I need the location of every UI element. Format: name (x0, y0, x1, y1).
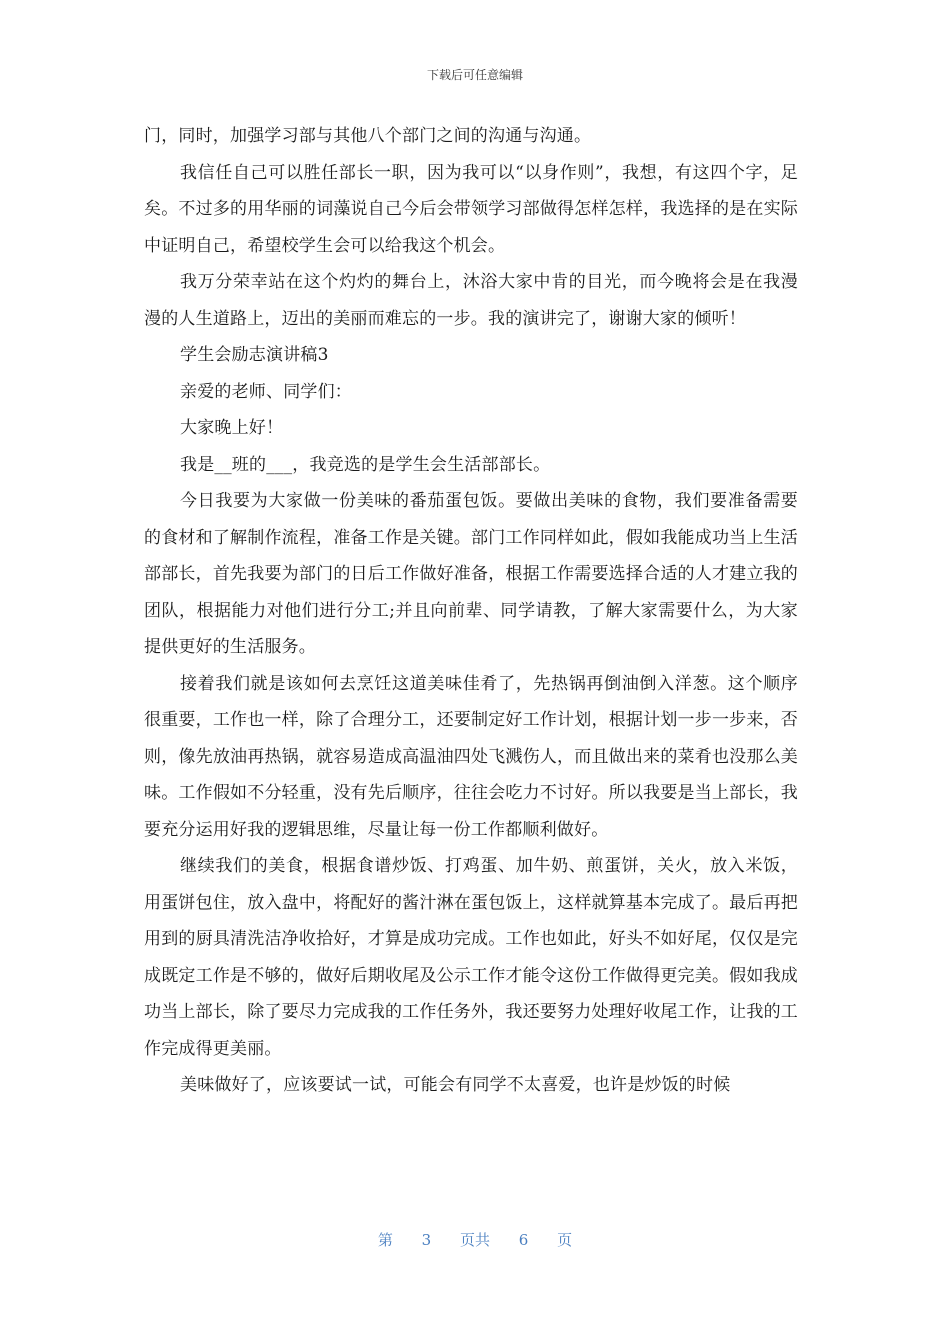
paragraph: 门，同时，加强学习部与其他八个部门之间的沟通与沟通。 (144, 126, 592, 146)
footer-label-end: 页 (557, 1231, 573, 1249)
paragraph: 接着我们就是该如何去烹饪这道美味佳肴了，先热锅再倒油倒入洋葱。这个顺序很重要，工作也一样，除了合理分工，还要制定好工作计划，根据计划一步一步来，否则，像先放油再热锅，就容易造成高温油四处飞溅伤人，而且做出来的菜肴也没那么美味。工作假如不分轻重，没有先后顺序，往往会吃力不讨好。所以我要是当上部长，我要充分运用好我的逻辑思维，尽量让每一份工作都顺利做好。 (144, 673, 798, 840)
page-header: 下载后可任意编辑 (426, 68, 523, 82)
greeting: 大家晚上好！ (180, 418, 284, 438)
footer-label-of: 页共 (459, 1231, 490, 1249)
footer-current-page: 3 (421, 1231, 432, 1249)
paragraph: 我万分荣幸站在这个灼灼的舞台上，沐浴大家中肯的目光，而今晚将会是在我漫漫的人生道路上，迈出的美丽而难忘的一步。我的演讲完了，谢谢大家的倾听！ (144, 272, 798, 329)
paragraph: 继续我们的美食，根据食谱炒饭、打鸡蛋、加牛奶、煎蛋饼，关火，放入米饭，用蛋饼包住，放入盘中，将配好的酱汁淋在蛋包饭上，这样就算基本完成了。最后再把用到的厨具清洗洁净收拾好，才算是成功完成。工作也如此，好头不如好尾，仅仅是完成既定工作是不够的，做好后期收尾及公示工作才能令这份工作做得更完美。假如我成功当上部长，除了要尽力完成我的工作任务外，我还要努力处理好收尾工作，让我的工作完成得更美丽。 (144, 856, 798, 1059)
footer-total-pages: 6 (518, 1231, 529, 1249)
paragraph: 美味做好了，应该要试一试，可能会有同学不太喜爱，也许是炒饭的时候 (180, 1075, 731, 1095)
page-footer (0, 1229, 950, 1250)
footer-label-page: 第 (377, 1231, 393, 1249)
paragraph: 我信任自己可以胜任部长一职，因为我可以“以身作则”，我想，有这四个字，足矣。不过多的用华丽的词藻说自己今后会带领学习部做得怎样怎样，我选择的是在实际中证明自己，希望校学生会可以给我这个机会。 (144, 162, 798, 256)
paragraph: 今日我要为大家做一份美味的番茄蛋包饭。要做出美味的食物，我们要准备需要的食材和了解制作流程，准备工作是关键。部门工作同样如此，假如我能成功当上生活部部长，首先我要为部门的日后工作做好准备，根据工作需要选择合适的人才建立我的团队，根据能力对他们进行分工;并且向前辈、同学请教，了解大家需要什么，为大家提供更好的生活服务。 (144, 491, 798, 657)
paragraph: 我是__班的___，我竞选的是学生会生活部部长。 (180, 454, 551, 475)
document-body (144, 118, 798, 1104)
section-title: 学生会励志演讲稿3 (180, 345, 329, 365)
salutation: 亲爱的老师、同学们： (180, 381, 352, 402)
